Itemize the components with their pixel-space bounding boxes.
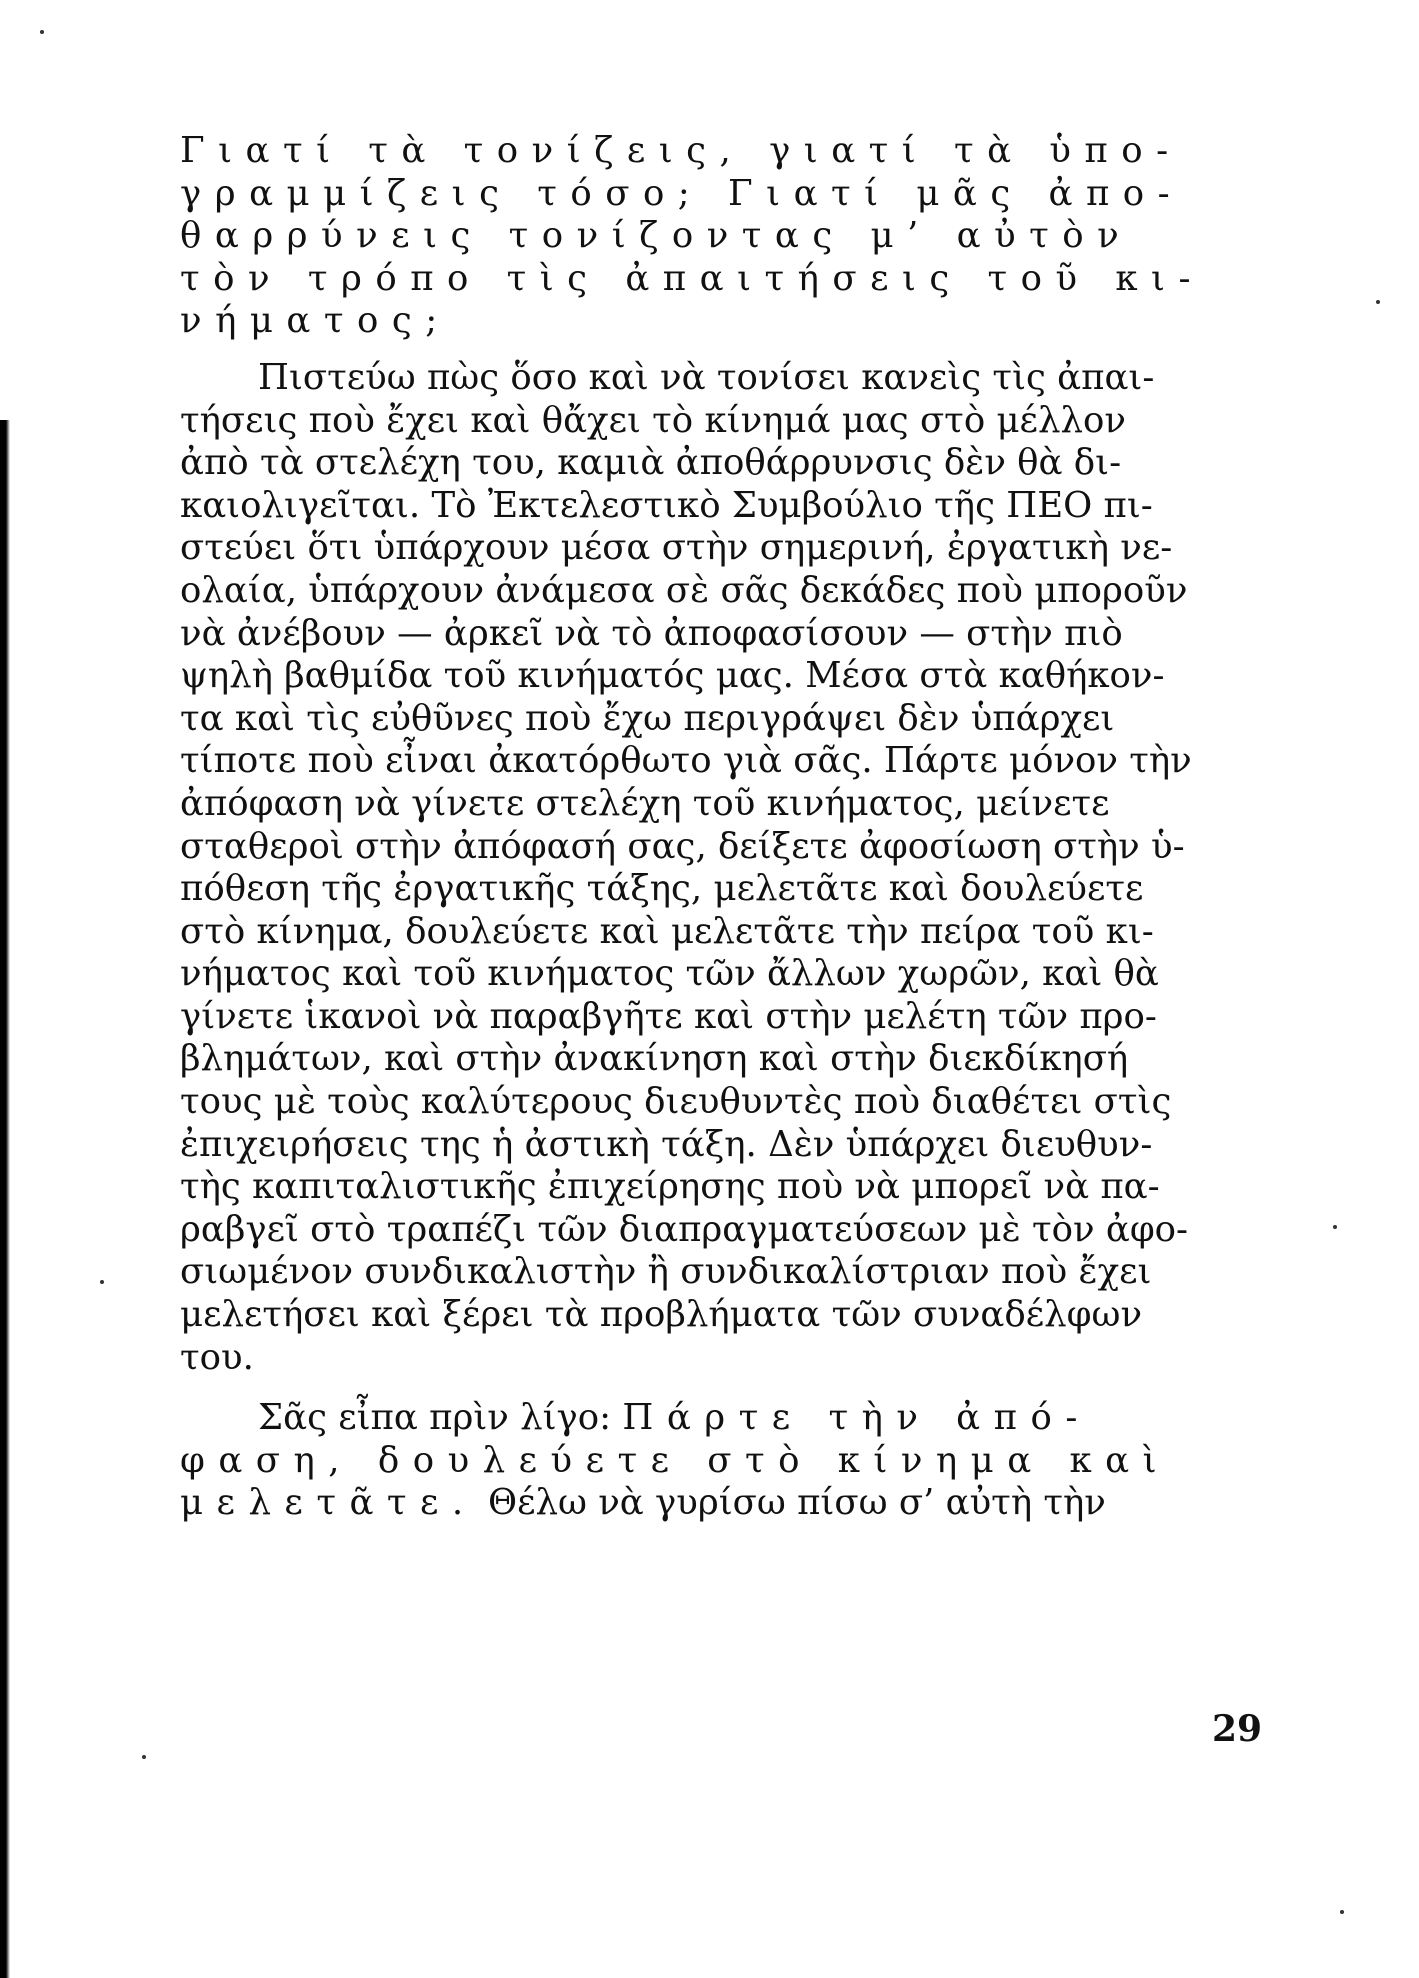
text-line: τίποτε ποὺ εἶναι ἀκατόρθωτο γιὰ σᾶς. Πάρτε μόνον τὴν <box>180 740 1192 782</box>
scan-edge-shadow <box>0 420 10 1978</box>
text-line: θαρρύνεις τονίζοντας μ’ αὐτὸν <box>180 215 1133 257</box>
text-segment: Σᾶς εἶπα πρὶν λίγο: <box>258 1397 623 1439</box>
text-line: σιωμένον συνδικαλιστὴν ἢ συνδικαλίστριαν ποὺ ἔχει <box>180 1251 1152 1293</box>
text-line <box>180 1397 1255 1440</box>
scan-speck <box>1333 1225 1337 1229</box>
page-number: 29 <box>1212 1708 1263 1750</box>
text-line: ἀπὸ τὰ στελέχη του, καμιὰ ἀποθάρρυνσις δὲν θὰ δι- <box>180 442 1122 484</box>
text-line <box>180 1482 1255 1525</box>
paragraph-2 <box>180 357 1255 1379</box>
text-line: ψηλὴ βαθμίδα τοῦ κινήματός μας. Μέσα στὰ καθήκον- <box>180 655 1165 697</box>
scan-speck <box>1376 300 1380 304</box>
text-line: πόθεση τῆς ἐργατικῆς τάξης, μελετᾶτε καὶ δουλεύετε <box>180 868 1144 910</box>
text-line: γραμμίζεις τόσο; Γιατί μᾶς ἀπο- <box>180 172 1184 214</box>
text-line: ἐπιχειρήσεις της ἡ ἀστικὴ τάξη. Δὲν ὑπάρχει διευθυν- <box>180 1123 1153 1165</box>
text-line: ολαία, ὑπάρχουν ἀνάμεσα σὲ σᾶς δεκάδες ποὺ μποροῦν <box>180 569 1188 611</box>
text-line: ραβγεῖ στὸ τραπέζι τῶν διαπραγματεύσεων μὲ τὸν ἀφο- <box>180 1208 1189 1250</box>
scan-speck <box>1340 1910 1344 1914</box>
text-line: τὸν τρόπο τὶς ἀπαιτήσεις τοῦ κι- <box>180 257 1204 299</box>
emphasized-text: Πάρτε τὴν ἀπό- <box>622 1397 1091 1439</box>
emphasized-text: φαση, δουλεύετε στὸ κίνημα καὶ <box>180 1439 1170 1481</box>
text-line: Γιατί τὰ τονίζεις, γιατί τὰ ὑπο- <box>180 130 1182 171</box>
text-line: μελετήσει καὶ ξέρει τὰ προβλήματα τῶν συναδέλφων <box>180 1294 1143 1336</box>
text-line: γίνετε ἱκανοὶ νὰ παραβγῆτε καὶ στὴν μελέτη τῶν προ- <box>180 995 1157 1037</box>
text-line: νήματος καὶ τοῦ κινήματος τῶν ἄλλων χωρῶν, καὶ θὰ <box>180 953 1159 995</box>
text-line: στὸ κίνημα, δουλεύετε καὶ μελετᾶτε τὴν πείρα τοῦ κι- <box>180 910 1154 952</box>
text-line: σταθεροὶ στὴν ἀπόφασή σας, δείξετε ἀφοσίωση στὴν ὑ- <box>180 825 1185 867</box>
text-segment: Θέλω νὰ γυρίσω πίσω σ’ αὐτὴ τὴν <box>476 1482 1106 1524</box>
text-line: του. <box>180 1336 254 1378</box>
paragraph-1 <box>180 130 1255 343</box>
text-line: τους μὲ τοὺς καλύτερους διευθυντὲς ποὺ διαθέτει στὶς <box>180 1081 1172 1123</box>
text-line: τήσεις ποὺ ἔχει καὶ θἄχει τὸ κίνημά μας στὸ μέλλον <box>180 399 1126 441</box>
text-line: ἀπόφαση νὰ γίνετε στελέχη τοῦ κινήματος, μείνετε <box>180 782 1110 824</box>
text-line: τὴς καπιταλιστικῆς ἐπιχείρησης ποὺ νὰ μπορεῖ νὰ πα- <box>180 1166 1160 1208</box>
text-line: καιολιγεῖται. Τὸ Ἐκτελεστικὸ Συμβούλιο τῆς ΠΕΟ πι- <box>180 484 1153 526</box>
text-line: βλημάτων, καὶ στὴν ἀνακίνηση καὶ στὴν διεκδίκησή <box>180 1038 1129 1080</box>
scan-speck <box>40 30 44 34</box>
text-line: νήματος; <box>180 300 451 342</box>
paragraph-3 <box>180 1397 1255 1525</box>
emphasized-text: μελετᾶτε. <box>180 1482 477 1524</box>
scan-speck <box>142 1755 146 1759</box>
scan-speck <box>100 1280 104 1284</box>
text-line: στεύει ὅτι ὑπάρχουν μέσα στὴν σημερινή, ἐργατικὴ νε- <box>180 527 1173 569</box>
book-page <box>180 130 1255 1525</box>
text-line: Πιστεύω πὼς ὅσο καὶ νὰ τονίσει κανεὶς τὶς ἀπαι- <box>258 356 1155 398</box>
text-line: τα καὶ τὶς εὐθῦνες ποὺ ἔχω περιγράψει δὲν ὑπάρχει <box>180 697 1115 739</box>
text-line: νὰ ἀνέβουν — ἀρκεῖ νὰ τὸ ἀποφασίσουν — στὴν πιὸ <box>180 612 1123 654</box>
